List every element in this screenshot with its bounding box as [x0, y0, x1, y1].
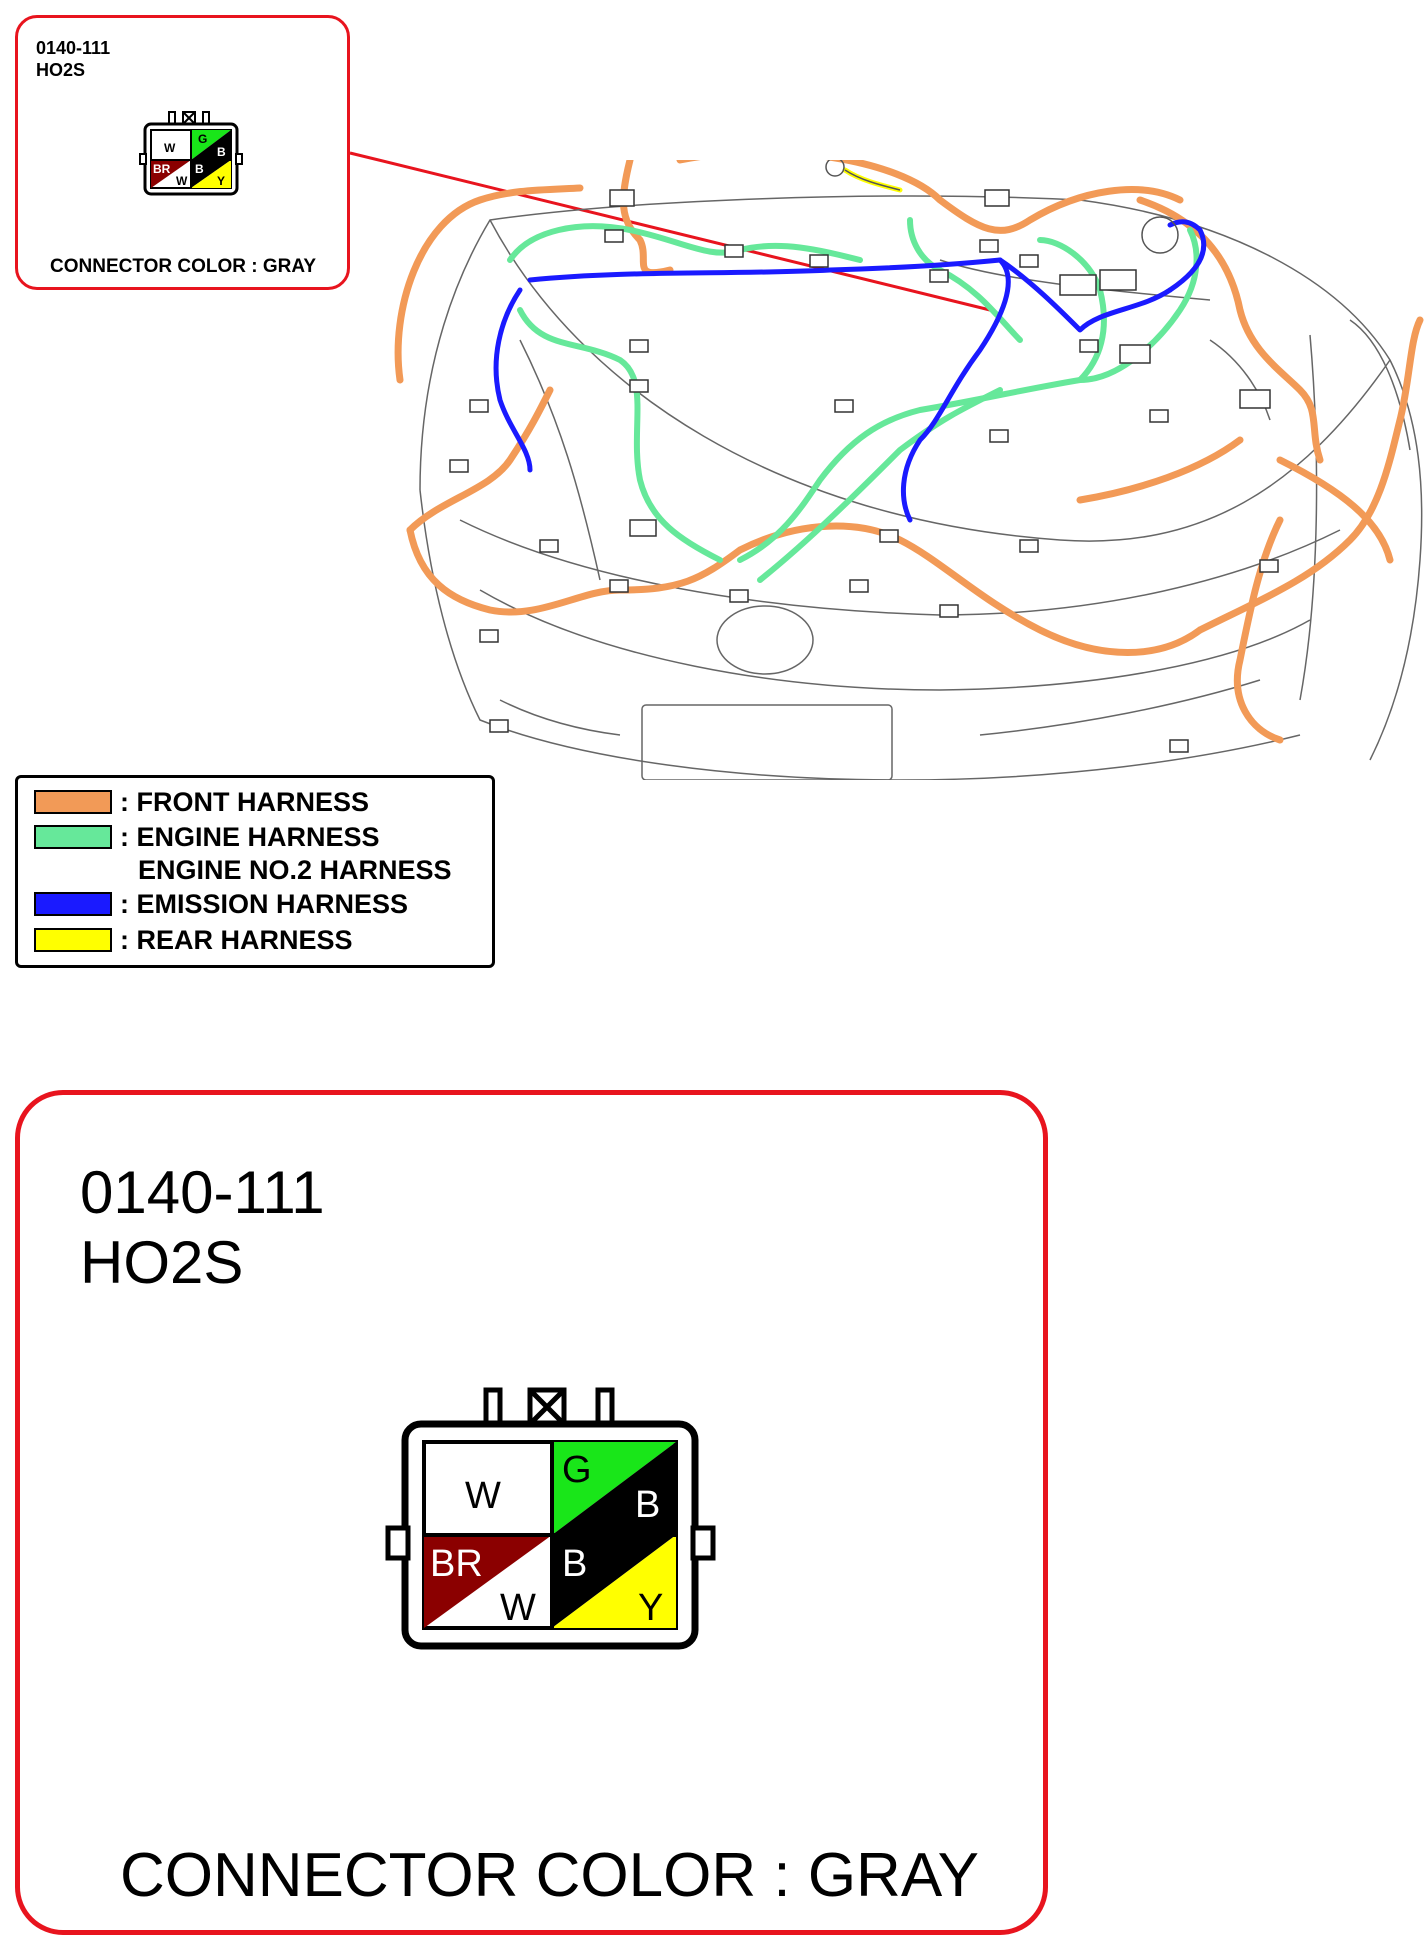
small-connector-color-label: CONNECTOR COLOR : GRAY: [50, 256, 317, 277]
engine-bay-illustration: [380, 160, 1425, 780]
legend-item-rear-harness: [34, 926, 353, 954]
pin-label: W: [465, 1475, 501, 1517]
large-connector-face: [380, 1380, 720, 1655]
large-connector-name: HO2S: [80, 1229, 244, 1296]
legend-swatch: [34, 892, 112, 916]
legend-swatch: [34, 825, 112, 849]
pin-label: BR: [430, 1543, 483, 1585]
legend-label: : EMISSION HARNESS: [120, 888, 409, 919]
legend-label: ENGINE NO.2 HARNESS: [138, 854, 452, 885]
pin-label: W: [500, 1587, 536, 1629]
small-connector-name: HO2S: [36, 60, 86, 80]
pin-label: Y: [638, 1587, 664, 1629]
pin-label: B: [635, 1484, 661, 1526]
svg-text:B: B: [195, 162, 204, 176]
legend-item-front-harness: [34, 788, 369, 816]
pin-label: G: [562, 1449, 592, 1491]
small-connector-code: 0140-111: [36, 38, 111, 58]
legend-swatch: [34, 928, 112, 952]
legend-item-engine-harness: [34, 823, 380, 851]
large-connector-code: 0140-111: [80, 1159, 325, 1226]
svg-text:B: B: [217, 145, 226, 159]
legend-item-engine-no2-harness: [138, 856, 452, 884]
pin-label: B: [562, 1543, 588, 1585]
legend-label: : REAR HARNESS: [120, 924, 353, 955]
legend-label: : ENGINE HARNESS: [120, 821, 380, 852]
legend-swatch: [34, 790, 112, 814]
legend-item-emission-harness: [34, 890, 408, 918]
svg-text:W: W: [176, 174, 188, 188]
svg-text:BR: BR: [153, 162, 171, 176]
harness-legend: [15, 775, 495, 968]
legend-label: : FRONT HARNESS: [120, 786, 369, 817]
large-connector-color-label: CONNECTOR COLOR : GRAY: [120, 1841, 979, 1910]
svg-text:Y: Y: [217, 174, 226, 188]
svg-text:W: W: [164, 141, 176, 155]
svg-text:G: G: [198, 132, 208, 146]
